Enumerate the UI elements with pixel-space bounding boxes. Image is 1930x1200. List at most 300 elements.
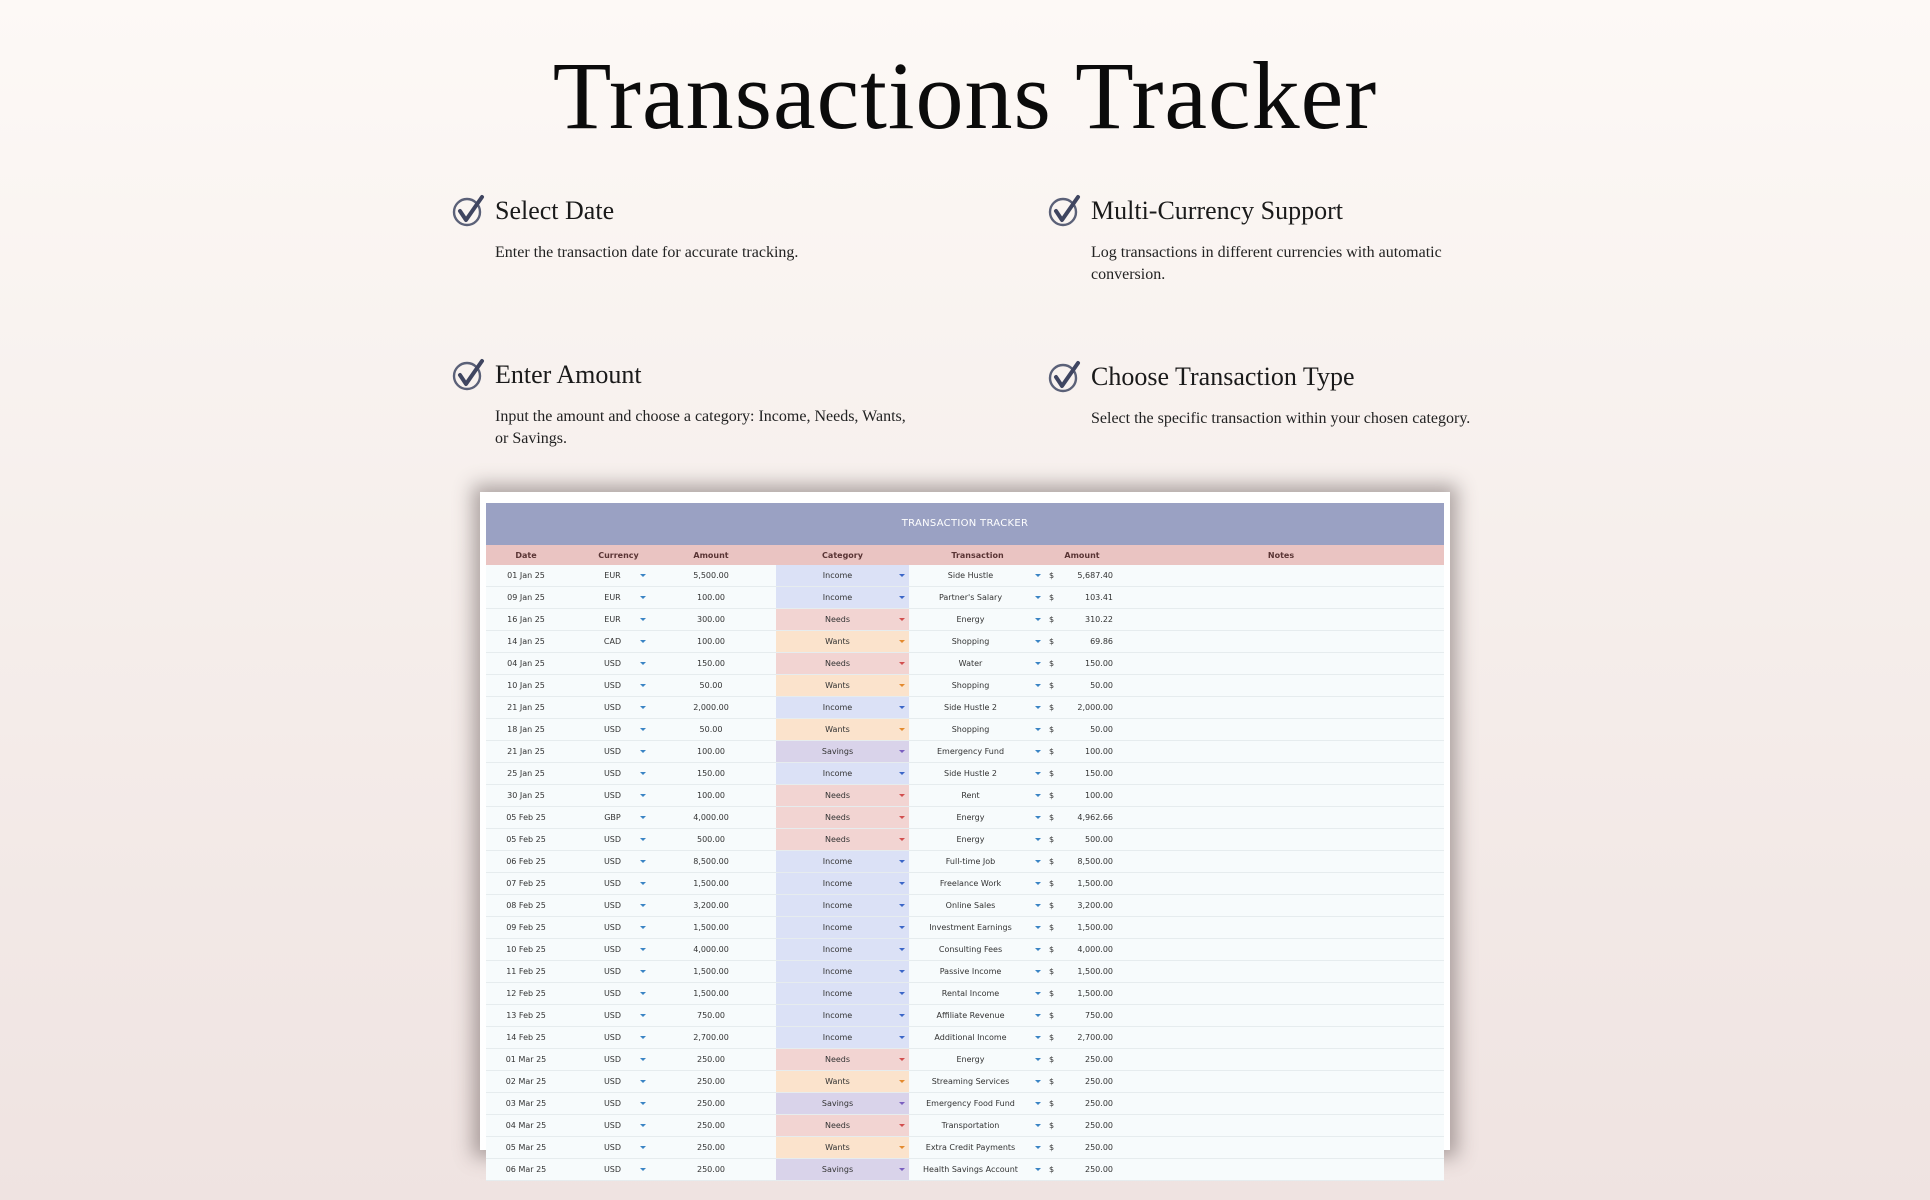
dropdown-arrow-icon[interactable] [640,684,646,687]
transaction-select[interactable] [909,785,1046,806]
amount-value: 250.00 [697,1099,725,1108]
notes-cell[interactable] [1118,983,1444,1004]
table-row [486,961,1444,983]
currency-select[interactable] [566,939,671,960]
dropdown-arrow-icon[interactable] [899,970,905,973]
transaction-select[interactable] [909,961,1046,982]
dropdown-arrow-icon[interactable] [1035,684,1041,687]
notes-cell[interactable] [1118,939,1444,960]
date-value: 09 Feb 25 [506,923,546,932]
date-cell[interactable] [486,917,566,938]
transaction-select[interactable] [909,609,1046,630]
notes-cell[interactable] [1118,631,1444,652]
header-converted-amount: Amount [1064,550,1100,560]
date-cell[interactable] [486,565,566,586]
dropdown-arrow-icon[interactable] [640,1036,646,1039]
dropdown-arrow-icon[interactable] [899,574,905,577]
currency-select[interactable] [566,1115,671,1136]
dropdown-arrow-icon[interactable] [640,794,646,797]
spacer-cell [751,1137,776,1158]
dropdown-arrow-icon[interactable] [1035,992,1041,995]
date-cell[interactable] [486,1115,566,1136]
category-select[interactable] [776,697,909,718]
transaction-value: Affiliate Revenue [936,1011,1005,1020]
date-cell[interactable] [486,1027,566,1048]
dropdown-arrow-icon[interactable] [899,772,905,775]
dropdown-arrow-icon[interactable] [640,838,646,841]
currency-select[interactable] [566,697,671,718]
category-select[interactable] [776,609,909,630]
dropdown-arrow-icon[interactable] [1035,1036,1041,1039]
date-cell[interactable] [486,939,566,960]
dropdown-arrow-icon[interactable] [1035,816,1041,819]
converted-amount-value: 250.00 [1085,1055,1113,1064]
dropdown-arrow-icon[interactable] [640,574,646,577]
amount-cell[interactable] [671,829,751,850]
dropdown-arrow-icon[interactable] [1035,662,1041,665]
converted-amount-value: 250.00 [1085,1077,1113,1086]
date-value: 21 Jan 25 [507,747,545,756]
date-cell[interactable] [486,675,566,696]
notes-cell[interactable] [1118,829,1444,850]
category-value: Needs [824,1055,851,1064]
category-select[interactable] [776,1071,909,1092]
transaction-select[interactable] [909,719,1046,740]
dropdown-arrow-icon[interactable] [899,596,905,599]
amount-cell[interactable] [671,1005,751,1026]
date-cell[interactable] [486,719,566,740]
amount-cell[interactable] [671,1027,751,1048]
transaction-select[interactable] [909,829,1046,850]
feature-description: Input the amount and choose a category: Income, Needs, Wants, or Savings. [495,408,906,447]
category-select[interactable] [776,587,909,608]
amount-cell[interactable] [671,631,751,652]
notes-cell[interactable] [1118,653,1444,674]
dropdown-arrow-icon[interactable] [640,1058,646,1061]
sheet-banner: TRANSACTION TRACKER [486,503,1444,545]
notes-cell[interactable] [1118,741,1444,762]
category-select[interactable] [776,961,909,982]
table-row [486,675,1444,697]
date-value: 04 Mar 25 [505,1121,547,1130]
date-cell[interactable] [486,829,566,850]
dropdown-arrow-icon[interactable] [899,926,905,929]
table-row [486,719,1444,741]
amount-cell[interactable] [671,939,751,960]
date-cell[interactable] [486,741,566,762]
amount-value: 5,500.00 [693,571,729,580]
transaction-select[interactable] [909,851,1046,872]
category-select[interactable] [776,675,909,696]
date-cell[interactable] [486,697,566,718]
currency-select[interactable] [566,1137,671,1158]
currency-select[interactable] [566,895,671,916]
dropdown-arrow-icon[interactable] [899,684,905,687]
date-cell[interactable] [486,983,566,1004]
category-select[interactable] [776,1027,909,1048]
transaction-select[interactable] [909,1027,1046,1048]
spacer-cell [751,851,776,872]
amount-cell[interactable] [671,609,751,630]
dropdown-arrow-icon[interactable] [899,1124,905,1127]
dropdown-arrow-icon[interactable] [899,838,905,841]
category-select[interactable] [776,939,909,960]
dropdown-arrow-icon[interactable] [1035,1058,1041,1061]
dropdown-arrow-icon[interactable] [1035,728,1041,731]
category-value: Income [822,703,853,712]
date-cell[interactable] [486,873,566,894]
transaction-select[interactable] [909,763,1046,784]
category-select[interactable] [776,565,909,586]
transaction-select[interactable] [909,917,1046,938]
dropdown-arrow-icon[interactable] [1035,574,1041,577]
transaction-select[interactable] [909,1115,1046,1136]
currency-symbol: $ [1049,1033,1055,1042]
date-cell[interactable] [486,631,566,652]
dropdown-arrow-icon[interactable] [1035,860,1041,863]
dropdown-arrow-icon[interactable] [899,1168,905,1171]
amount-cell[interactable] [671,1071,751,1092]
currency-select[interactable] [566,587,671,608]
dropdown-arrow-icon[interactable] [899,640,905,643]
date-cell[interactable] [486,1005,566,1026]
category-value: Income [822,923,853,932]
dropdown-arrow-icon[interactable] [899,750,905,753]
amount-cell[interactable] [671,1115,751,1136]
transaction-select[interactable] [909,653,1046,674]
transaction-select[interactable] [909,983,1046,1004]
dropdown-arrow-icon[interactable] [899,948,905,951]
category-select[interactable] [776,895,909,916]
currency-select[interactable] [566,1027,671,1048]
currency-select[interactable] [566,631,671,652]
date-cell[interactable] [486,1137,566,1158]
dropdown-arrow-icon[interactable] [640,1146,646,1149]
dropdown-arrow-icon[interactable] [640,1168,646,1171]
amount-cell[interactable] [671,873,751,894]
amount-cell[interactable] [671,1049,751,1070]
dropdown-arrow-icon[interactable] [1035,904,1041,907]
dropdown-arrow-icon[interactable] [640,728,646,731]
table-row [486,983,1444,1005]
currency-select[interactable] [566,609,671,630]
currency-select[interactable] [566,763,671,784]
notes-cell[interactable] [1118,785,1444,806]
currency-select[interactable] [566,1071,671,1092]
amount-cell[interactable] [671,565,751,586]
dropdown-arrow-icon[interactable] [640,882,646,885]
dropdown-arrow-icon[interactable] [640,1014,646,1017]
category-select[interactable] [776,785,909,806]
dropdown-arrow-icon[interactable] [899,1014,905,1017]
amount-cell[interactable] [671,587,751,608]
date-cell[interactable] [486,1093,566,1114]
dropdown-arrow-icon[interactable] [899,618,905,621]
currency-value: USD [603,879,622,888]
category-select[interactable] [776,983,909,1004]
dropdown-arrow-icon[interactable] [640,948,646,951]
date-value: 05 Feb 25 [506,835,546,844]
notes-cell[interactable] [1118,917,1444,938]
category-select[interactable] [776,653,909,674]
notes-cell[interactable] [1118,1005,1444,1026]
amount-cell[interactable] [671,763,751,784]
converted-amount-value: 1,500.00 [1077,967,1113,976]
dropdown-arrow-icon[interactable] [1035,1102,1041,1105]
transaction-select[interactable] [909,587,1046,608]
transaction-select[interactable] [909,1005,1046,1026]
dropdown-arrow-icon[interactable] [1035,706,1041,709]
dropdown-arrow-icon[interactable] [640,750,646,753]
amount-cell[interactable] [671,653,751,674]
dropdown-arrow-icon[interactable] [1035,1124,1041,1127]
dropdown-arrow-icon[interactable] [640,706,646,709]
dropdown-arrow-icon[interactable] [1035,772,1041,775]
currency-select[interactable] [566,719,671,740]
dropdown-arrow-icon[interactable] [1035,1168,1041,1171]
transaction-sheet [480,492,1450,1174]
category-select[interactable] [776,1159,909,1180]
date-cell[interactable] [486,807,566,828]
dropdown-arrow-icon[interactable] [1035,970,1041,973]
transaction-select[interactable] [909,631,1046,652]
notes-cell[interactable] [1118,675,1444,696]
notes-cell[interactable] [1118,719,1444,740]
amount-cell[interactable] [671,983,751,1004]
currency-select[interactable] [566,1093,671,1114]
transaction-select[interactable] [909,741,1046,762]
dropdown-arrow-icon[interactable] [1035,1080,1041,1083]
dropdown-arrow-icon[interactable] [899,662,905,665]
dropdown-arrow-icon[interactable] [640,772,646,775]
transaction-select[interactable] [909,873,1046,894]
dropdown-arrow-icon[interactable] [899,992,905,995]
category-select[interactable] [776,719,909,740]
amount-cell[interactable] [671,785,751,806]
date-value: 16 Jan 25 [507,615,545,624]
dropdown-arrow-icon[interactable] [1035,838,1041,841]
dropdown-arrow-icon[interactable] [899,706,905,709]
amount-cell[interactable] [671,1093,751,1114]
category-select[interactable] [776,763,909,784]
notes-cell[interactable] [1118,961,1444,982]
amount-cell[interactable] [671,895,751,916]
date-cell[interactable] [486,587,566,608]
notes-cell[interactable] [1118,851,1444,872]
currency-value: USD [603,747,622,756]
dropdown-arrow-icon[interactable] [640,618,646,621]
transaction-select[interactable] [909,697,1046,718]
notes-cell[interactable] [1118,1137,1444,1158]
notes-cell[interactable] [1118,565,1444,586]
category-select[interactable] [776,1115,909,1136]
notes-cell[interactable] [1118,609,1444,630]
converted-amount-value: 2,700.00 [1077,1033,1113,1042]
currency-select[interactable] [566,675,671,696]
dropdown-arrow-icon[interactable] [640,1102,646,1105]
amount-cell[interactable] [671,917,751,938]
dropdown-arrow-icon[interactable] [640,816,646,819]
dropdown-arrow-icon[interactable] [1035,750,1041,753]
amount-cell[interactable] [671,675,751,696]
currency-select[interactable] [566,807,671,828]
currency-symbol: $ [1049,791,1055,800]
dropdown-arrow-icon[interactable] [640,904,646,907]
notes-cell[interactable] [1118,587,1444,608]
dropdown-arrow-icon[interactable] [640,596,646,599]
date-cell[interactable] [486,653,566,674]
category-select[interactable] [776,873,909,894]
transaction-select[interactable] [909,939,1046,960]
amount-cell[interactable] [671,719,751,740]
dropdown-arrow-icon[interactable] [640,926,646,929]
category-value: Income [822,857,853,866]
notes-cell[interactable] [1118,873,1444,894]
transaction-select[interactable] [909,565,1046,586]
dropdown-arrow-icon[interactable] [640,1080,646,1083]
date-cell[interactable] [486,785,566,806]
date-cell[interactable] [486,609,566,630]
currency-select[interactable] [566,851,671,872]
notes-cell[interactable] [1118,697,1444,718]
currency-select[interactable] [566,1049,671,1070]
amount-value: 1,500.00 [693,989,729,998]
category-select[interactable] [776,1049,909,1070]
date-cell[interactable] [486,1049,566,1070]
category-value: Needs [824,615,851,624]
amount-cell[interactable] [671,1159,751,1180]
currency-select[interactable] [566,873,671,894]
amount-cell[interactable] [671,697,751,718]
amount-cell[interactable] [671,1137,751,1158]
date-cell[interactable] [486,1159,566,1180]
spacer-cell [751,763,776,784]
category-select[interactable] [776,917,909,938]
amount-cell[interactable] [671,851,751,872]
dropdown-arrow-icon[interactable] [1035,1146,1041,1149]
dropdown-arrow-icon[interactable] [899,1080,905,1083]
currency-select[interactable] [566,741,671,762]
date-cell[interactable] [486,763,566,784]
converted-amount-value: 8,500.00 [1077,857,1113,866]
amount-cell[interactable] [671,807,751,828]
dropdown-arrow-icon[interactable] [899,728,905,731]
category-select[interactable] [776,1093,909,1114]
dropdown-arrow-icon[interactable] [1035,1014,1041,1017]
transaction-select[interactable] [909,807,1046,828]
dropdown-arrow-icon[interactable] [899,1036,905,1039]
date-cell[interactable] [486,961,566,982]
dropdown-arrow-icon[interactable] [1035,882,1041,885]
currency-value: EUR [604,593,621,602]
currency-value: USD [603,835,622,844]
transaction-select[interactable] [909,1071,1046,1092]
dropdown-arrow-icon[interactable] [899,1102,905,1105]
spacer-cell [751,719,776,740]
spacer-cell [751,1049,776,1070]
transaction-select[interactable] [909,1049,1046,1070]
spacer-cell [751,653,776,674]
category-value: Income [822,593,853,602]
feature-multi-currency [1048,194,1508,286]
category-select[interactable] [776,1005,909,1026]
currency-select[interactable] [566,565,671,586]
amount-cell[interactable] [671,961,751,982]
currency-symbol: $ [1049,1011,1055,1020]
category-select[interactable] [776,631,909,652]
currency-select[interactable] [566,1159,671,1180]
currency-select[interactable] [566,983,671,1004]
transaction-select[interactable] [909,1137,1046,1158]
notes-cell[interactable] [1118,1093,1444,1114]
currency-value: EUR [604,571,621,580]
transaction-select[interactable] [909,1159,1046,1180]
dropdown-arrow-icon[interactable] [899,1146,905,1149]
transaction-select[interactable] [909,1093,1046,1114]
dropdown-arrow-icon[interactable] [640,640,646,643]
dropdown-arrow-icon[interactable] [899,816,905,819]
date-cell[interactable] [486,1071,566,1092]
category-select[interactable] [776,851,909,872]
currency-select[interactable] [566,785,671,806]
amount-cell[interactable] [671,741,751,762]
notes-cell[interactable] [1118,763,1444,784]
dropdown-arrow-icon[interactable] [1035,618,1041,621]
notes-cell[interactable] [1118,1027,1444,1048]
date-value: 06 Feb 25 [506,857,546,866]
transaction-select[interactable] [909,895,1046,916]
dropdown-arrow-icon[interactable] [1035,640,1041,643]
table-row [486,1159,1444,1181]
dropdown-arrow-icon[interactable] [899,1058,905,1061]
dropdown-arrow-icon[interactable] [640,860,646,863]
notes-cell[interactable] [1118,1159,1444,1180]
notes-cell[interactable] [1118,1115,1444,1136]
currency-select[interactable] [566,829,671,850]
currency-symbol: $ [1049,769,1055,778]
category-select[interactable] [776,1137,909,1158]
dropdown-arrow-icon[interactable] [640,992,646,995]
notes-cell[interactable] [1118,1071,1444,1092]
notes-cell[interactable] [1118,895,1444,916]
dropdown-arrow-icon[interactable] [640,1124,646,1127]
currency-select[interactable] [566,917,671,938]
dropdown-arrow-icon[interactable] [899,860,905,863]
dropdown-arrow-icon[interactable] [640,662,646,665]
converted-amount-value: 2,000.00 [1077,703,1113,712]
transaction-select[interactable] [909,675,1046,696]
category-select[interactable] [776,741,909,762]
dropdown-arrow-icon[interactable] [640,970,646,973]
category-select[interactable] [776,829,909,850]
dropdown-arrow-icon[interactable] [1035,794,1041,797]
dropdown-arrow-icon[interactable] [1035,948,1041,951]
notes-cell[interactable] [1118,807,1444,828]
dropdown-arrow-icon[interactable] [899,904,905,907]
currency-select[interactable] [566,1005,671,1026]
category-select[interactable] [776,807,909,828]
date-cell[interactable] [486,851,566,872]
date-cell[interactable] [486,895,566,916]
currency-select[interactable] [566,961,671,982]
dropdown-arrow-icon[interactable] [899,794,905,797]
currency-select[interactable] [566,653,671,674]
dropdown-arrow-icon[interactable] [1035,926,1041,929]
notes-cell[interactable] [1118,1049,1444,1070]
dropdown-arrow-icon[interactable] [1035,596,1041,599]
dropdown-arrow-icon[interactable] [899,882,905,885]
category-value: Savings [821,1165,854,1174]
